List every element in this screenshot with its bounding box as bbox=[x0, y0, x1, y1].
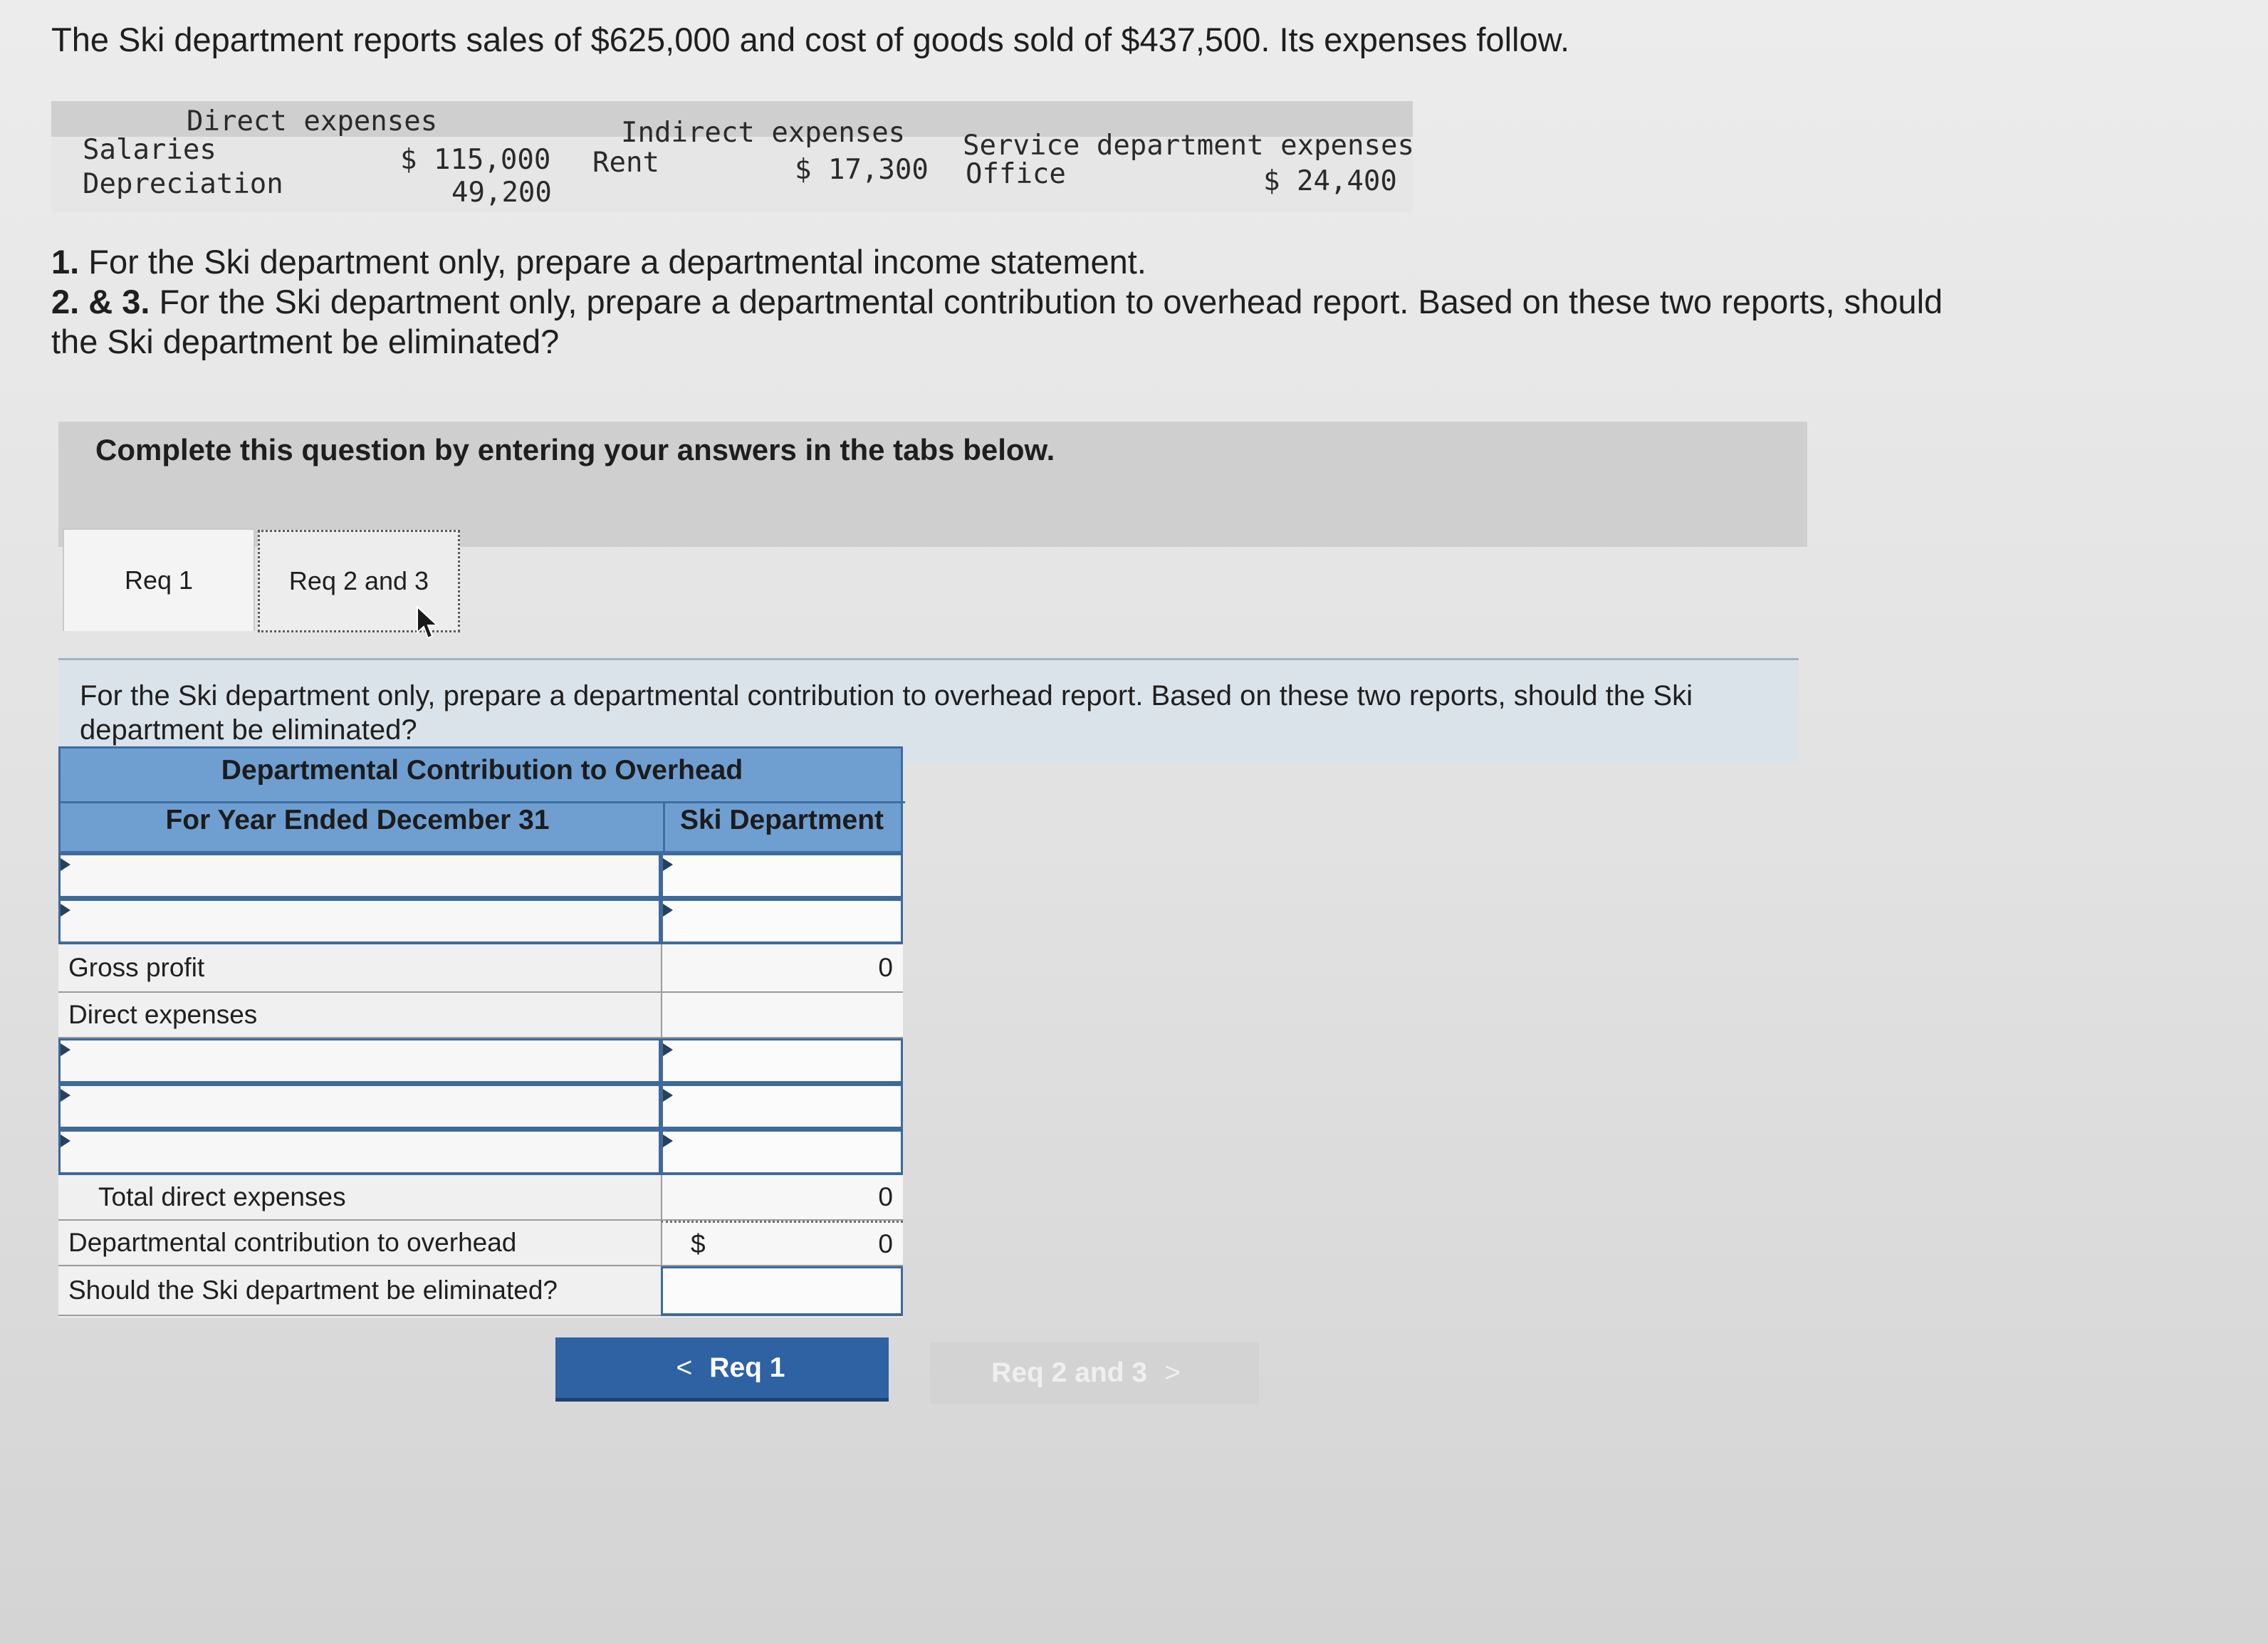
previous-button-label: Req 1 bbox=[709, 1352, 785, 1383]
label-input-2[interactable] bbox=[58, 899, 661, 944]
dropdown-marker-icon bbox=[663, 904, 673, 917]
dropdown-marker-icon bbox=[663, 1043, 673, 1056]
question-1-number: 1. bbox=[51, 243, 80, 281]
total-direct-expenses-label: Total direct expenses bbox=[58, 1175, 661, 1221]
contribution-label: Departmental contribution to overhead bbox=[58, 1221, 661, 1266]
dropdown-marker-icon bbox=[663, 858, 673, 871]
prompt-text: For the Ski department only, prepare a departmental contribution to overhead report. Based on these two reports, should the Ski department be eliminated? bbox=[80, 680, 1693, 746]
label-input-1[interactable] bbox=[58, 853, 661, 899]
amount-input-2[interactable] bbox=[661, 899, 903, 944]
table-row bbox=[58, 1175, 903, 1221]
table-row bbox=[58, 1266, 903, 1316]
direct-expenses-label: Direct expenses bbox=[58, 993, 661, 1038]
dropdown-marker-icon bbox=[61, 858, 70, 871]
question-1-text: For the Ski department only, prepare a departmental income statement. bbox=[88, 243, 1146, 281]
instruction-text: Complete this question by entering your answers in the tabs below. bbox=[95, 433, 1055, 466]
table-row bbox=[58, 853, 903, 899]
instruction-panel bbox=[58, 422, 1807, 547]
depreciation-value: 49,200 bbox=[451, 177, 552, 209]
total-direct-expenses-value: 0 bbox=[661, 1175, 903, 1221]
office-value: $ 24,400 bbox=[1263, 165, 1397, 197]
contribution-value: 0 bbox=[878, 1229, 893, 1258]
header-divider-horizontal bbox=[61, 801, 905, 803]
table-title: Departmental Contribution to Overhead bbox=[221, 755, 743, 786]
label-input-3[interactable] bbox=[58, 1038, 661, 1084]
salaries-value: $ 115,000 bbox=[400, 144, 551, 176]
dropdown-marker-icon bbox=[61, 904, 70, 917]
expense-table bbox=[51, 101, 1413, 212]
office-label: Office bbox=[966, 158, 1066, 190]
question-1 bbox=[51, 242, 1146, 281]
dropdown-marker-icon bbox=[61, 1043, 70, 1056]
table-row bbox=[58, 1221, 903, 1266]
contribution-table bbox=[58, 746, 903, 1318]
table-row bbox=[58, 993, 903, 1038]
chevron-left-icon: < bbox=[676, 1352, 693, 1383]
next-button[interactable] bbox=[930, 1342, 1259, 1404]
table-row bbox=[58, 899, 903, 944]
previous-button[interactable] bbox=[555, 1337, 889, 1402]
dropdown-marker-icon bbox=[663, 1089, 673, 1102]
amount-input-3[interactable] bbox=[661, 1038, 903, 1084]
amount-input-1[interactable] bbox=[661, 853, 903, 899]
tab-req-2-and-3[interactable]: Req 2 and 3 bbox=[258, 530, 460, 632]
amount-input-5[interactable] bbox=[661, 1130, 903, 1175]
currency-symbol: $ bbox=[691, 1229, 706, 1258]
dropdown-marker-icon bbox=[61, 1089, 70, 1102]
gross-profit-label: Gross profit bbox=[58, 944, 661, 993]
column-header-ski-department: Ski Department bbox=[679, 805, 884, 835]
direct-expenses-blank bbox=[661, 993, 903, 1038]
question-2-3 bbox=[51, 282, 1974, 362]
gross-profit-value: 0 bbox=[661, 944, 903, 993]
depreciation-label: Depreciation bbox=[83, 168, 283, 200]
rent-label: Rent bbox=[592, 147, 659, 179]
direct-expenses-header: Direct expenses bbox=[187, 105, 438, 137]
question-2-3-text: For the Ski department only, prepare a departmental contribution to overhead report. Based on these two reports, should the Ski department be eliminated? bbox=[51, 283, 1943, 360]
table-subtitle: For Year Ended December 31 bbox=[165, 805, 550, 835]
contribution-value-cell bbox=[661, 1221, 903, 1266]
rent-value: $ 17,300 bbox=[795, 154, 929, 186]
tab-req-1[interactable]: Req 1 bbox=[63, 528, 255, 631]
dropdown-marker-icon bbox=[61, 1135, 70, 1147]
chevron-right-icon: > bbox=[1164, 1357, 1181, 1388]
table-row bbox=[58, 1084, 903, 1130]
table-row bbox=[58, 944, 903, 993]
problem-intro: The Ski department reports sales of $625,000 and cost of goods sold of $437,500. Its expenses follow. bbox=[51, 21, 1570, 58]
mouse-cursor-icon bbox=[416, 605, 440, 641]
table-row bbox=[58, 1130, 903, 1175]
dropdown-marker-icon bbox=[663, 1135, 673, 1147]
eliminate-question-label: Should the Ski department be eliminated? bbox=[58, 1266, 661, 1316]
eliminate-answer-select[interactable] bbox=[661, 1266, 903, 1316]
indirect-expenses-header: Indirect expenses bbox=[621, 117, 906, 149]
label-input-4[interactable] bbox=[58, 1084, 661, 1130]
salaries-label: Salaries bbox=[83, 134, 216, 166]
amount-input-4[interactable] bbox=[661, 1084, 903, 1130]
label-input-5[interactable] bbox=[58, 1130, 661, 1175]
question-2-3-number: 2. & 3. bbox=[51, 283, 150, 320]
next-button-label: Req 2 and 3 bbox=[991, 1357, 1148, 1388]
service-expenses-header: Service department expenses bbox=[963, 130, 1414, 162]
table-row bbox=[58, 1038, 903, 1084]
